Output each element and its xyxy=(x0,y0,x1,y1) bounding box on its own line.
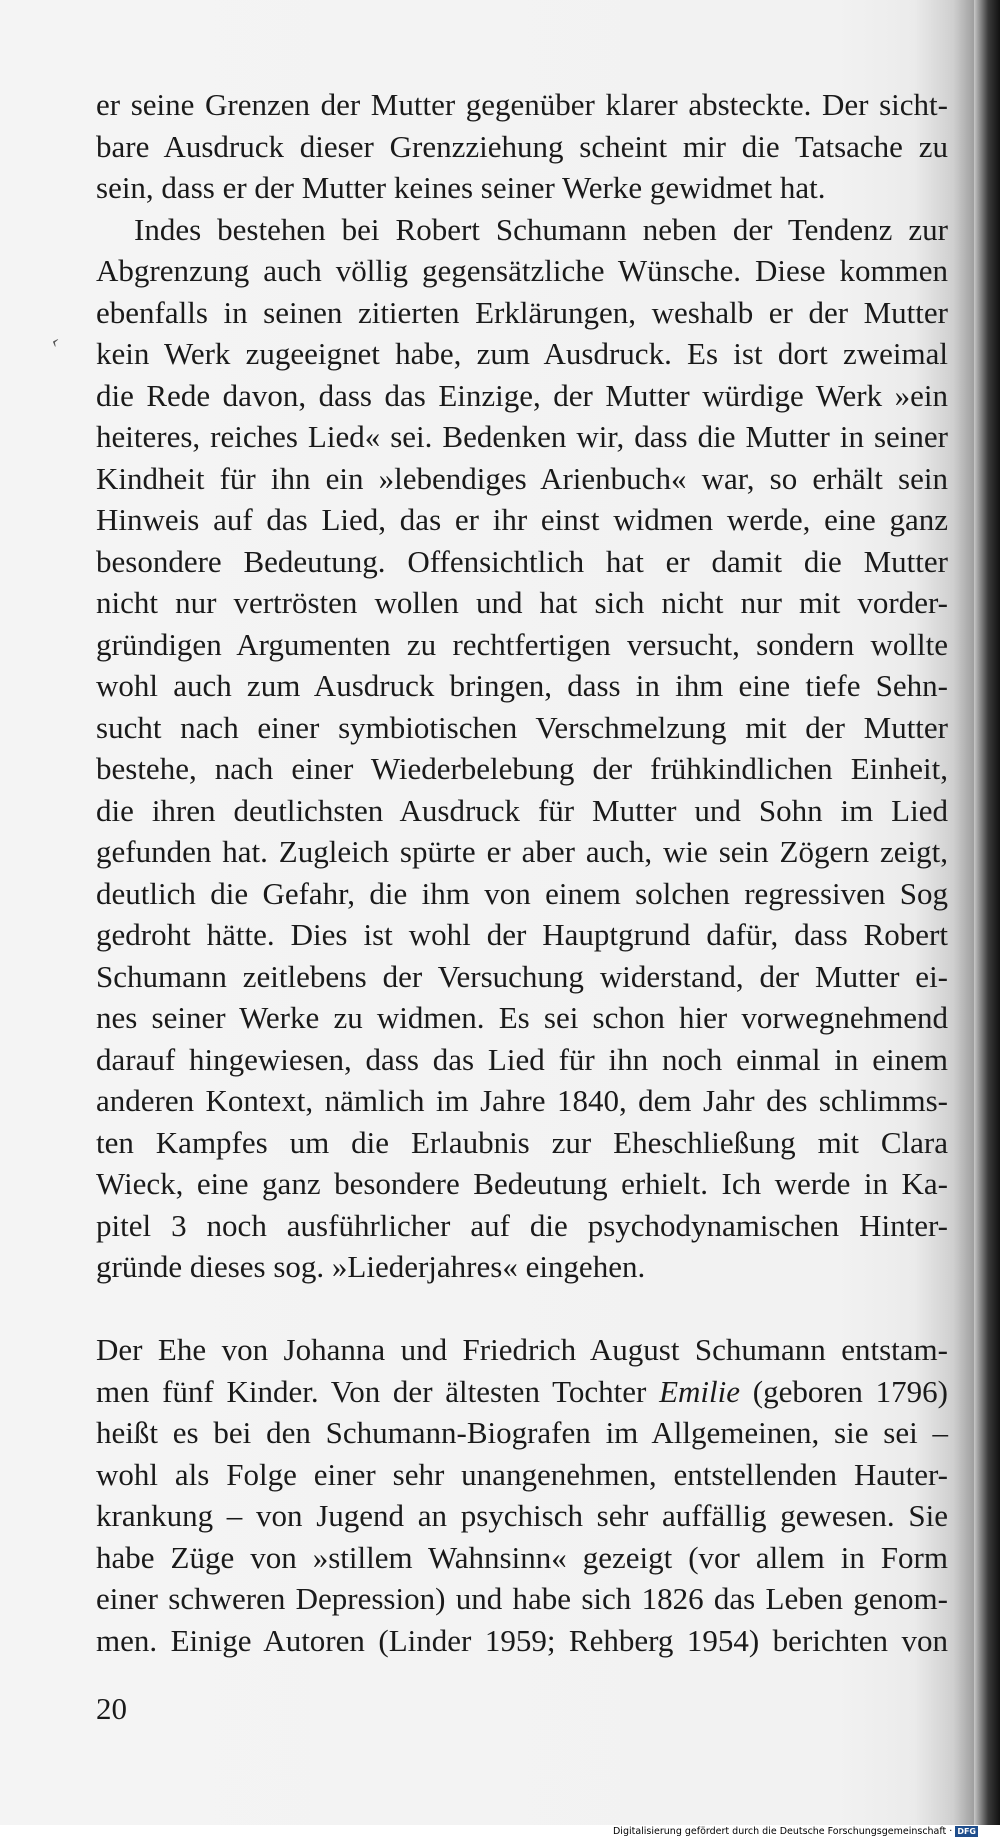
text-line: sucht nach einer symbiotischen Verschmelzung mit der Mutter xyxy=(96,709,948,745)
text-line: kein Werk zugeeignet habe, zum Ausdruck. Es ist dort zweimal xyxy=(96,336,948,371)
text-line: Hinweis auf das Lied, das er ihr einst widmen werde, eine ganz xyxy=(96,502,948,537)
margin-pencil-mark: ‹ xyxy=(48,329,63,353)
text-line: Schumann zeitlebens der Versuchung widerstand, der Mutter ei- xyxy=(96,958,948,994)
text-line: Indes bestehen bei Robert Schumann neben der Tendenz zur xyxy=(134,211,948,247)
page-number: 20 xyxy=(96,1691,127,1726)
text-line: die Rede davon, dass das Einzige, der Mutter würdige Werk »ein xyxy=(96,377,948,413)
text-line: deutlich die Gefahr, die ihm von einem solchen regressiven Sog xyxy=(96,875,948,911)
text-line: wohl als Folge einer sehr unangenehmen, entstellenden Hauter- xyxy=(96,1456,948,1492)
text-line: men. Einige Autoren (Linder 1959; Rehberg 1954) berichten von xyxy=(96,1622,948,1658)
text-line: sein, dass er der Mutter keines seiner Werke gewidmet hat. xyxy=(96,170,826,205)
paragraph-3 xyxy=(96,1329,948,1661)
text-line: gedroht hätte. Dies ist wohl der Hauptgrund dafür, dass Robert xyxy=(96,917,948,952)
text-line: gründe dieses sog. »Liederjahres« eingehen. xyxy=(96,1249,646,1284)
text-line: krankung – von Jugend an psychisch sehr auffällig gewesen. Sie xyxy=(96,1498,948,1533)
text-line: einer schweren Depression) und habe sich 1826 das Leben genom- xyxy=(96,1581,948,1616)
text-line: anderen Kontext, nämlich im Jahre 1840, dem Jahr des schlimms- xyxy=(96,1083,948,1118)
text-line: gründigen Argumenten zu rechtfertigen versucht, sondern wollte xyxy=(96,626,948,662)
text-line: nes seiner Werke zu widmen. Es sei schon hier vorwegnehmend xyxy=(96,1000,948,1035)
text-line: die ihren deutlichsten Ausdruck für Mutter und Sohn im Lied xyxy=(96,792,948,828)
paragraph-2 xyxy=(96,209,948,1288)
text-line: bare Ausdruck dieser Grenzziehung scheint mir die Tatsache zu xyxy=(96,128,948,164)
text-line-with-italic xyxy=(96,1371,948,1413)
text-line: ebenfalls in seinen zitierten Erklärungen, weshalb er der Mutter xyxy=(96,294,948,330)
text-line: er seine Grenzen der Mutter gegenüber klarer absteckte. Der sicht- xyxy=(96,87,948,122)
text-run: (geboren 1796) xyxy=(740,1373,948,1409)
credit-text: Digitalisierung gefördert durch die Deutsche Forschungsgemeinschaft · xyxy=(612,1826,953,1837)
text-line: heißt es bei den Schumann-Biografen im Allgemeinen, sie sei – xyxy=(96,1415,948,1450)
digitization-credit xyxy=(613,1826,978,1837)
text-line: Der Ehe von Johanna und Friedrich August Schumann entstam- xyxy=(96,1332,948,1367)
text-line: wohl auch zum Ausdruck bringen, dass in ihm eine tiefe Sehn- xyxy=(96,668,948,703)
dfg-logo-icon: DFG xyxy=(957,1827,976,1836)
italic-name-emilie: Emilie xyxy=(659,1373,741,1409)
section-break xyxy=(96,1288,948,1330)
text-line: darauf hingewiesen, dass das Lied für ihn noch einmal in einem xyxy=(96,1041,948,1077)
text-line: pitel 3 noch ausführlicher auf die psychodynamischen Hinter- xyxy=(96,1207,948,1243)
text-line: Wieck, eine ganz besondere Bedeutung erhielt. Ich werde in Ka- xyxy=(96,1166,948,1201)
text-line: heiteres, reiches Lied« sei. Bedenken wir, dass die Mutter in seiner xyxy=(96,419,948,454)
text-line: gefunden hat. Zugleich spürte er aber auch, wie sein Zögern zeigt, xyxy=(96,834,948,869)
text-line: Abgrenzung auch völlig gegensätzliche Wünsche. Diese kommen xyxy=(96,253,948,288)
text-run: men fünf Kinder. Von der ältesten Tochter xyxy=(96,1373,660,1409)
text-line: besondere Bedeutung. Offensichtlich hat er damit die Mutter xyxy=(96,543,948,579)
paragraph-1 xyxy=(96,84,948,209)
page-gutter-shadow xyxy=(974,0,1000,1825)
text-line: habe Züge von »stillem Wahnsinn« gezeigt (vor allem in Form xyxy=(96,1539,948,1575)
text-line: ten Kampfes um die Erlaubnis zur Eheschließung mit Clara xyxy=(96,1124,948,1160)
text-line: bestehe, nach einer Wiederbelebung der frühkindlichen Einheit, xyxy=(96,751,948,786)
text-line: nicht nur vertrösten wollen und hat sich nicht nur mit vorder- xyxy=(96,585,948,620)
body-text xyxy=(96,84,948,1661)
text-line: Kindheit für ihn ein »lebendiges Arienbuch« war, so erhält sein xyxy=(96,460,948,496)
